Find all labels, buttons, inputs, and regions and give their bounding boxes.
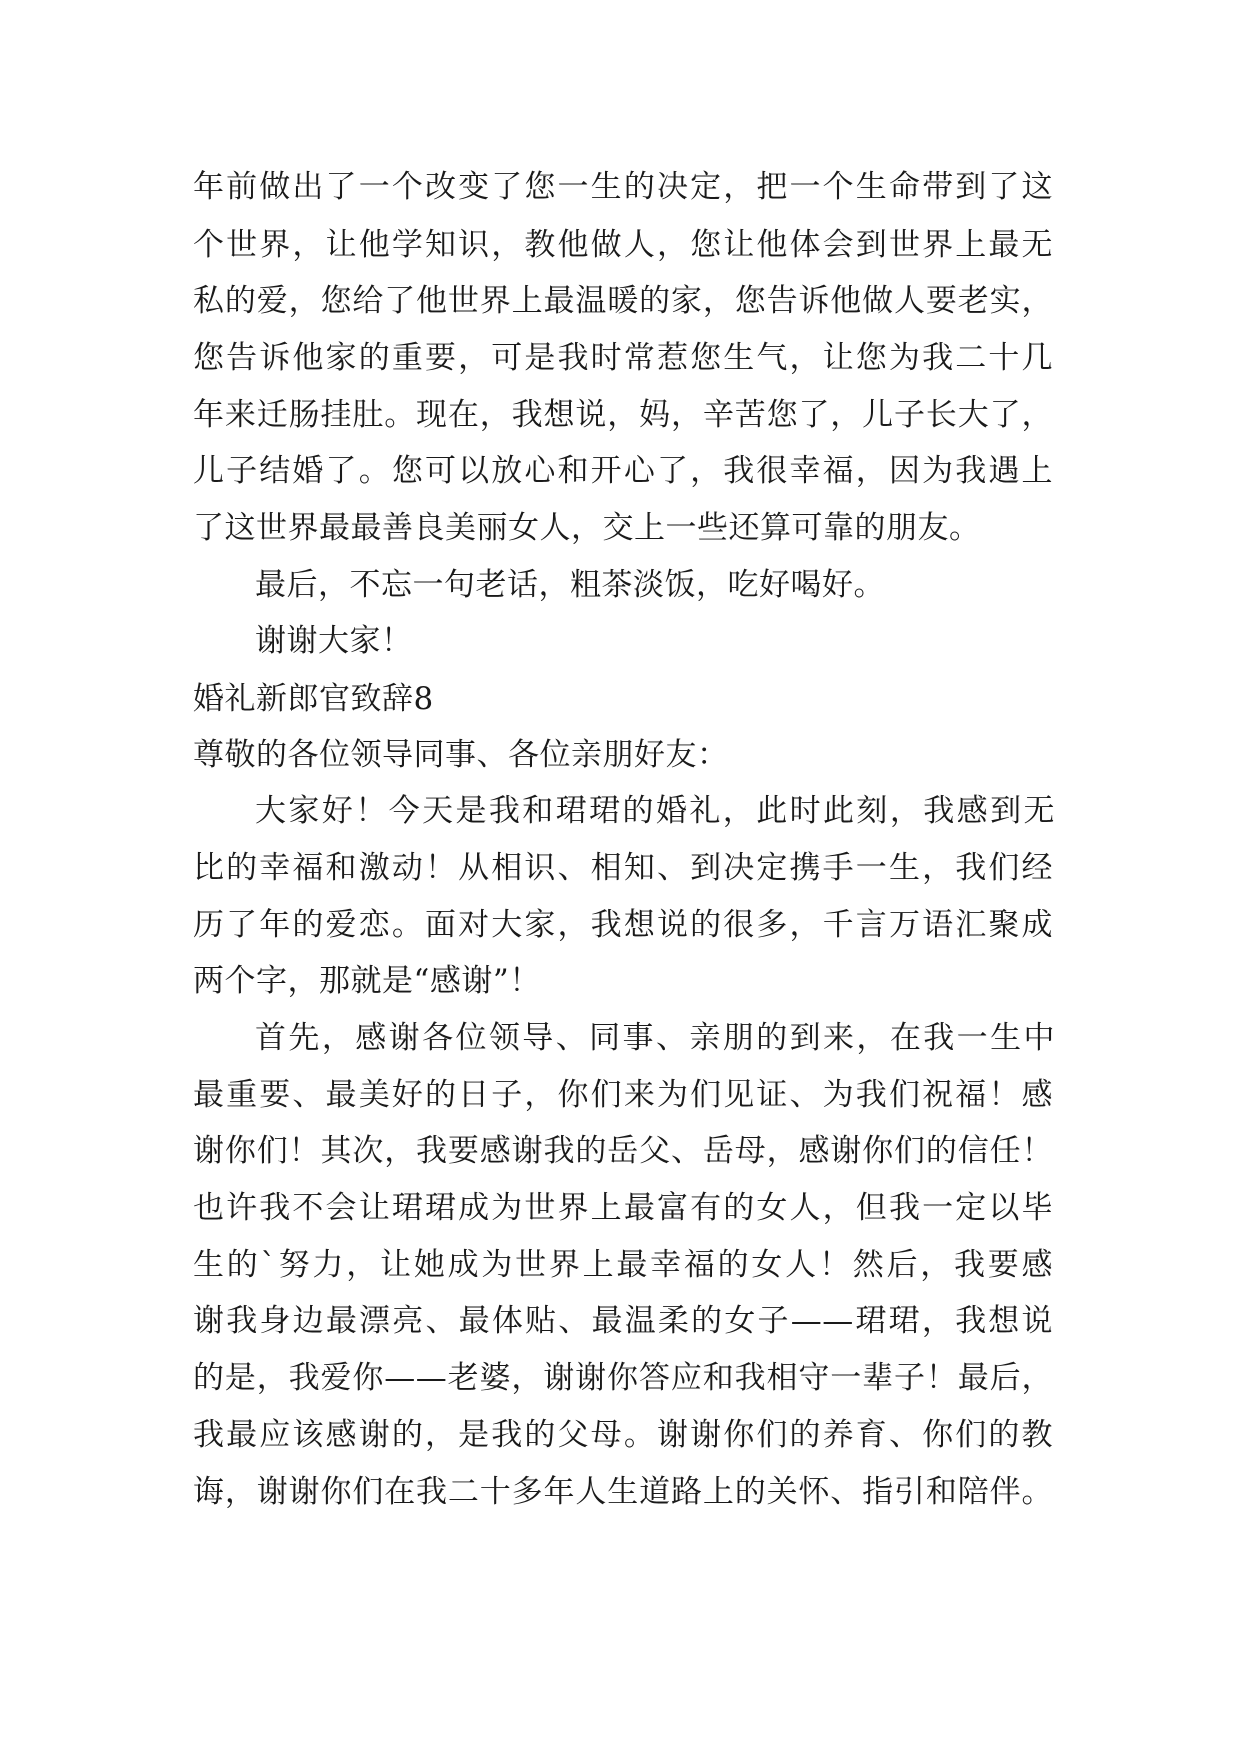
text-line: 最重要、最美好的日子，你们来为们见证、为我们祝福！感 (193, 1077, 1053, 1113)
text-line: 大家好！今天是我和珺珺的婚礼，此时此刻，我感到无 (255, 793, 1055, 829)
closing-paragraph: 最后，不忘一句老话，粗茶淡饭，吃好喝好。 (255, 567, 885, 603)
text-line: 个世界，让他学知识，教他做人，您让他体会到世界上最无 (193, 227, 1053, 263)
text-line: 首先，感谢各位领导、同事、亲朋的到来，在我一生中 (255, 1020, 1055, 1056)
text-line: 生的`努力，让她成为世界上最幸福的女人！然后，我要感 (193, 1247, 1053, 1283)
text-line: 年来迁肠挂肚。现在，我想说，妈，辛苦您了，儿子长大了， (193, 397, 1053, 433)
text-line: 也许我不会让珺珺成为世界上最富有的女人，但我一定以毕 (193, 1190, 1053, 1226)
text-line: 两个字，那就是“感谢”！ (193, 963, 541, 999)
text-line: 年前做出了一个改变了您一生的决定，把一个生命带到了这 (193, 169, 1053, 205)
text-line: 我最应该感谢的，是我的父母。谢谢你们的养育、你们的教 (193, 1417, 1053, 1453)
text-line: 儿子结婚了。您可以放心和开心了，我很幸福，因为我遇上 (193, 453, 1053, 489)
text-line: 谢我身边最漂亮、最体贴、最温柔的女子——珺珺，我想说 (193, 1303, 1053, 1339)
thanks-paragraph: 谢谢大家！ (255, 623, 413, 659)
text-line: 了这世界最最善良美丽女人，交上一些还算可靠的朋友。 (193, 510, 981, 546)
text-line: 私的爱，您给了他世界上最温暖的家，您告诉他做人要老实， (193, 283, 1053, 319)
section-title: 婚礼新郎官致辞8 (193, 681, 434, 717)
text-line: 谢你们！其次，我要感谢我的岳父、岳母，感谢你们的信任！ (193, 1133, 1053, 1169)
salutation: 尊敬的各位领导同事、各位亲朋好友： (193, 737, 729, 773)
text-line: 您告诉他家的重要，可是我时常惹您生气，让您为我二十几 (193, 340, 1053, 376)
text-line: 的是，我爱你——老婆，谢谢你答应和我相守一辈子！最后， (193, 1360, 1053, 1396)
text-line: 历了年的爱恋。面对大家，我想说的很多，千言万语汇聚成 (193, 907, 1053, 943)
text-line: 诲，谢谢你们在我二十多年人生道路上的关怀、指引和陪伴。 (193, 1474, 1053, 1510)
text-line: 比的幸福和激动！从相识、相知、到决定携手一生，我们经 (193, 850, 1053, 886)
